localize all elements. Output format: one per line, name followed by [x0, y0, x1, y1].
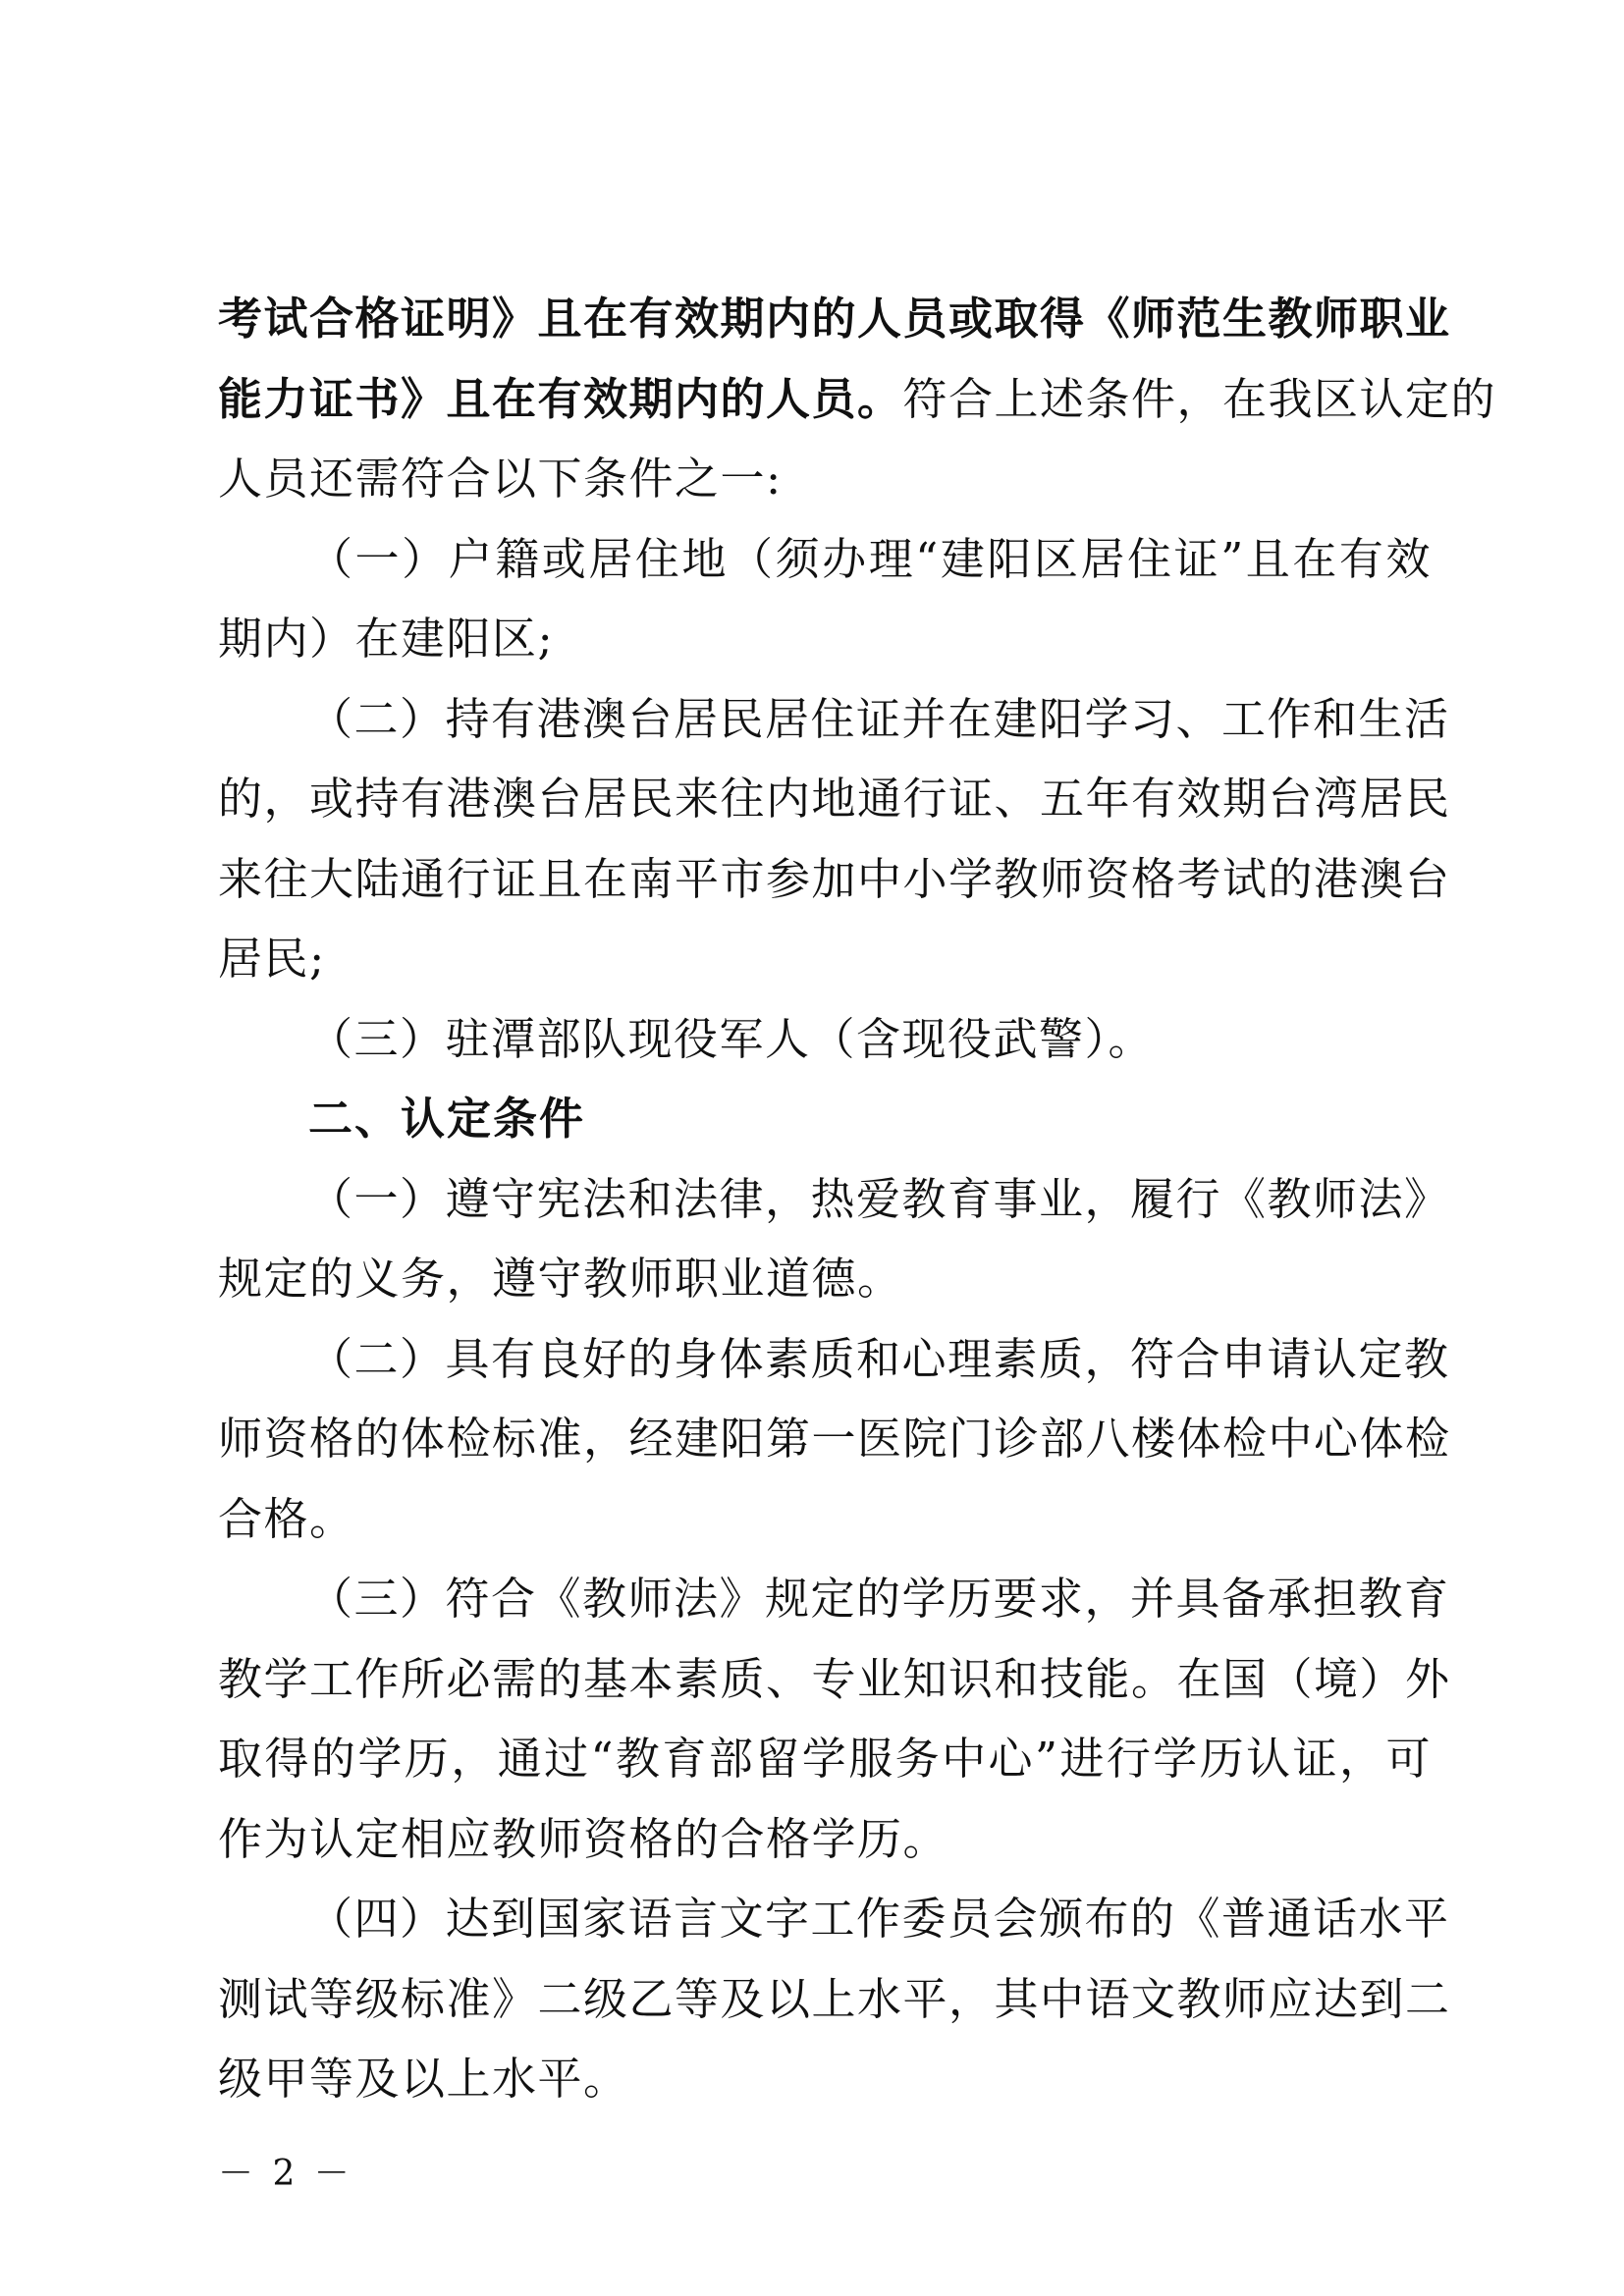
- text-line: （三）驻潭部队现役军人（含现役武警）。: [308, 1012, 1155, 1065]
- text-line: 作为认定相应教师资格的合格学历。: [218, 1812, 949, 1865]
- text-line: （四）达到国家语言文字工作委员会颁布的《普通话水平: [308, 1893, 1450, 1945]
- text-line: （三）符合《教师法》规定的学历要求，并具备承担教育: [308, 1573, 1450, 1625]
- text-line: 合格。: [218, 1492, 355, 1545]
- text-line: 师资格的体检标准，经建阳第一医院门诊部八楼体检中心体检: [218, 1413, 1451, 1465]
- text-line: 取得的学历，通过“教育部留学服务中心”进行学历认证，可: [218, 1733, 1432, 1785]
- text-line: （二）具有良好的身体素质和心理素质，符合申请认定教: [308, 1332, 1450, 1385]
- text-line: 来往大陆通行证且在南平市参加中小学教师资格考试的港澳台: [218, 852, 1451, 905]
- text-line: 测试等级标准》二级乙等及以上水平，其中语文教师应达到二: [218, 1972, 1451, 2025]
- text-line: 教学工作所必需的基本素质、专业知识和技能。在国（境）外: [218, 1652, 1451, 1705]
- text-line: （一）户籍或居住地（须办理“建阳区居住证”且在有效: [308, 532, 1432, 585]
- page-number: － 2 －: [218, 2154, 353, 2194]
- text-line: （一）遵守宪法和法律，热爱教育事业，履行《教师法》: [308, 1172, 1450, 1225]
- text-line: 考试合格证明》且在有效期内的人员或取得《师范生教师职业: [218, 293, 1451, 345]
- text-line: 居民;: [218, 933, 326, 985]
- text-line: 规定的义务，遵守教师职业道德。: [218, 1253, 903, 1305]
- text-line: 能力证书》且在有效期内的人员。符合上述条件，在我区认定的: [218, 372, 1497, 425]
- text-line: 的，或持有港澳台居民来往内地通行证、五年有效期台湾居民: [218, 773, 1451, 825]
- document-body: [218, 279, 1497, 2119]
- text-line: 期内）在建阳区;: [218, 613, 555, 665]
- text-line: （二）持有港澳台居民居住证并在建阳学习、工作和生活: [308, 692, 1450, 745]
- text-line: 人员还需符合以下条件之一:: [218, 453, 783, 505]
- section-heading: 二、认定条件: [308, 1093, 586, 1145]
- text-line: 级甲等及以上水平。: [218, 2053, 629, 2105]
